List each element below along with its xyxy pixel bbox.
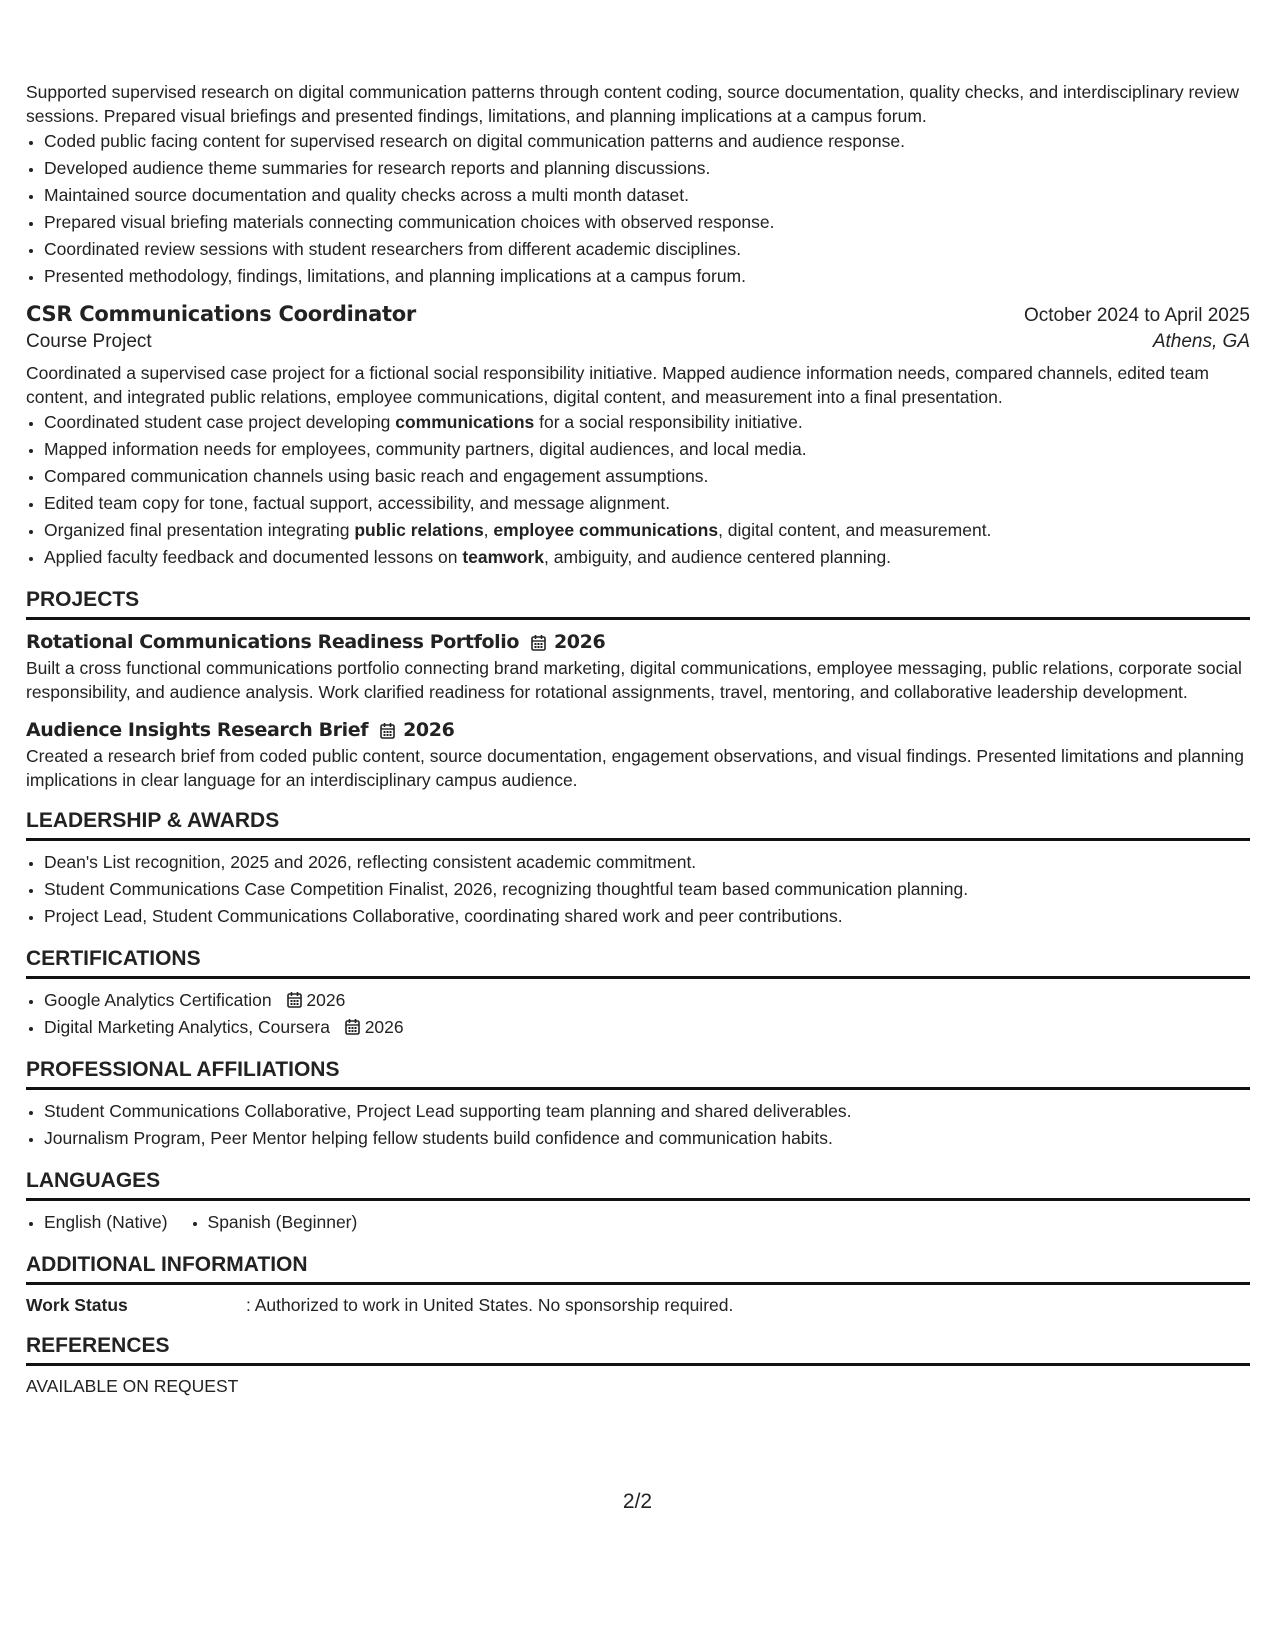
certifications-list [26, 987, 1250, 1041]
text-segment: Organized final presentation integrating [44, 520, 355, 540]
calendar-icon [380, 722, 395, 739]
section-heading: LEADERSHIP & AWARDS [26, 808, 1250, 841]
role-summary: Supported supervised research on digital communication patterns through content coding, source documentation, quality checks, and interdisciplinary review sessions. Prepared visual briefings and presented findings, limitations, and planning implications at a campus forum. [26, 82, 1240, 126]
project-description: Created a research brief from coded public content, source documentation, engagement observations, and visual findings. Presented limitations and planning implications in clear language for an interdisciplinary campus audience. [26, 746, 1244, 790]
list-item: • Edited team copy for tone, factual support, accessibility, and message alignment. [44, 490, 1250, 517]
list-item: • Dean's List recognition, 2025 and 2026, reflecting consistent academic commitment. [44, 849, 1250, 876]
project-header [26, 716, 1250, 744]
job-header [26, 302, 1250, 327]
section-heading: CERTIFICATIONS [26, 946, 1250, 979]
certification-year: 2026 [364, 1017, 404, 1037]
calendar-icon [287, 991, 302, 1008]
section-heading: REFERENCES [26, 1333, 1250, 1366]
list-item: • Spanish (Beginner) [208, 1209, 358, 1236]
text-segment: , ambiguity, and audience centered planning. [544, 547, 892, 567]
bold-keyword: employee communications [493, 520, 719, 540]
list-item: • Coded public facing content for supervised research on digital communication patterns and audience response. [44, 128, 1250, 155]
project-year: 2026 [403, 719, 455, 741]
list-item: • Developed audience theme summaries for research reports and planning discussions. [44, 155, 1250, 182]
job-summary: Coordinated a supervised case project for a fictional social responsibility initiative. Mapped audience information needs, compared channels, edited team content, and integrated public relations, employee communications, digital content, and measurement into a final presentation. [26, 363, 1209, 407]
project-description: Built a cross functional communications portfolio connecting brand marketing, digital communications, employee messaging, public relations, corporate social responsibility, and audience analysis. Work clarified readiness for rotational assignments, travel, mentoring, and collaborative leadership development. [26, 658, 1242, 702]
list-item: • English (Native) [44, 1209, 168, 1236]
job-location: Athens, GA [1152, 331, 1250, 352]
job-organization: Course Project [26, 331, 152, 352]
affiliations-section [26, 1057, 1250, 1152]
role-bullets [26, 128, 1250, 290]
languages-list [26, 1209, 1250, 1236]
list-item: • Coordinated review sessions with student researchers from different academic disciplines. [44, 236, 1250, 263]
job-title: CSR Communications Coordinator [26, 302, 416, 326]
bold-keyword: teamwork [462, 547, 545, 567]
languages-section [26, 1168, 1250, 1236]
section-heading: LANGUAGES [26, 1168, 1250, 1201]
list-item: • Student Communications Case Competition Finalist, 2026, recognizing thoughtful team based communication planning. [44, 876, 1250, 903]
text-segment: for a social responsibility initiative. [534, 412, 803, 432]
certification-name: Digital Marketing Analytics, Coursera [44, 1017, 330, 1037]
references-section [26, 1333, 1250, 1398]
job-bullets [26, 409, 1250, 571]
info-value: : Authorized to work in United States. No sponsorship required. [246, 1295, 734, 1315]
job-dates: October 2024 to April 2025 [1023, 305, 1250, 326]
list-item [44, 409, 1250, 436]
info-key: Work Status [26, 1295, 128, 1315]
leadership-section [26, 808, 1250, 930]
certification-name: Google Analytics Certification [44, 990, 272, 1010]
list-item: • Maintained source documentation and quality checks across a multi month dataset. [44, 182, 1250, 209]
list-item: • Journalism Program, Peer Mentor helping fellow students build confidence and communication habits. [44, 1125, 1250, 1152]
projects-section [26, 587, 1250, 792]
project-year: 2026 [553, 631, 606, 653]
calendar-icon [345, 1018, 360, 1035]
list-item [44, 517, 1250, 544]
certifications-section [26, 946, 1250, 1041]
list-item: • Prepared visual briefing materials connecting communication choices with observed response. [44, 209, 1250, 236]
list-item: • Project Lead, Student Communications Collaborative, coordinating shared work and peer contributions. [44, 903, 1250, 930]
info-row [26, 1293, 1250, 1317]
project-title: Audience Insights Research Brief [26, 719, 369, 741]
resume-page [26, 80, 1250, 1398]
list-item [44, 987, 1250, 1014]
list-item: • Student Communications Collaborative, Project Lead supporting team planning and shared deliverables. [44, 1098, 1250, 1125]
list-item [44, 544, 1250, 571]
calendar-icon [531, 634, 546, 651]
leadership-list [26, 849, 1250, 930]
list-item [44, 1014, 1250, 1041]
section-heading: ADDITIONAL INFORMATION [26, 1252, 1250, 1285]
text-segment: , digital content, and measurement. [718, 520, 992, 540]
project-title: Rotational Communications Readiness Portfolio [26, 631, 519, 653]
certification-year: 2026 [306, 990, 346, 1010]
page-number: 2/2 [622, 1490, 653, 1513]
list-item: • Presented methodology, findings, limitations, and planning implications at a campus forum. [44, 263, 1250, 290]
section-heading: PROJECTS [26, 587, 1250, 620]
text-segment: , [483, 520, 494, 540]
project-header [26, 628, 1250, 656]
references-text: AVAILABLE ON REQUEST [26, 1376, 239, 1396]
affiliations-list [26, 1098, 1250, 1152]
text-segment: Applied faculty feedback and documented lessons on [44, 547, 463, 567]
job-subheader [26, 327, 1250, 357]
additional-info-section [26, 1252, 1250, 1317]
bold-keyword: communications [395, 412, 535, 432]
text-segment: Coordinated student case project developing [44, 412, 396, 432]
section-heading: PROFESSIONAL AFFILIATIONS [26, 1057, 1250, 1090]
bold-keyword: public relations [354, 520, 484, 540]
list-item: • Compared communication channels using basic reach and engagement assumptions. [44, 463, 1250, 490]
list-item: • Mapped information needs for employees, community partners, digital audiences, and local media. [44, 436, 1250, 463]
